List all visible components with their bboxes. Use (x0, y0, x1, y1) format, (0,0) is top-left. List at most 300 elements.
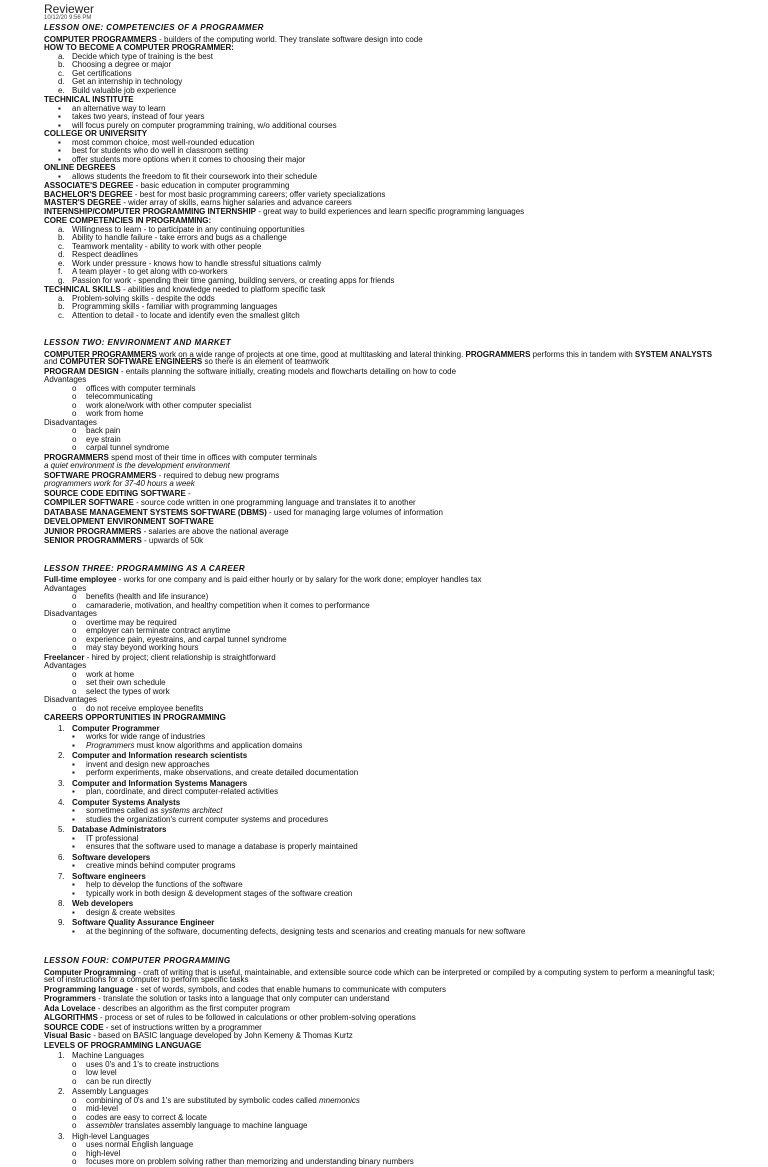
list-marker: o (72, 409, 77, 418)
list-marker: c. (58, 241, 65, 251)
list-item-text: focuses more on problem solving rather than memorizing and understanding binary numbers (86, 1157, 414, 1166)
list-item-text: creative minds behind computer programs (86, 861, 236, 870)
list-item-text: work from home (86, 409, 144, 418)
list-item (44, 705, 724, 713)
lesson-three-heading: LESSON THREE: PROGRAMMING AS A CAREER (44, 563, 246, 573)
list-item (44, 761, 724, 769)
list-item-text: A team player - to get along with co-workers (72, 267, 228, 276)
lesson-two-heading: LESSON TWO: ENVIRONMENT AND MARKET (44, 338, 232, 347)
definition-text: - hired by project; client relationship is straightforward (84, 652, 276, 662)
list-item (44, 312, 724, 320)
list-item (44, 427, 724, 435)
term: PROGRAM DESIGN (44, 366, 119, 376)
list-marker: o (72, 434, 77, 444)
list-item (44, 251, 724, 259)
term: COMPUTER PROGRAMMERS (44, 34, 157, 44)
list-item (44, 928, 724, 936)
list-item-text: Passion for work - spending their time gaming, building servers, or creating apps for friends (72, 275, 395, 285)
definition (44, 537, 724, 545)
definition (44, 986, 724, 994)
fulltime-advantages-list (44, 593, 724, 609)
term: COMPILER SOFTWARE (44, 498, 134, 507)
numbered-item-title: Software engineers (72, 871, 146, 881)
list-item-text: back pain (86, 426, 121, 435)
definition-text: and (44, 357, 60, 366)
definition (44, 1014, 724, 1022)
list-item (44, 303, 724, 311)
list-item-text: telecommunicating (86, 392, 153, 401)
list-marker: o (72, 443, 77, 452)
list-marker: o (72, 1112, 77, 1122)
list-item (44, 644, 724, 652)
list-item-text: combining of 0's and 1's are substituted by symbolic codes called (86, 1095, 319, 1105)
list-item-text: select the types of work (86, 686, 170, 696)
definition (44, 969, 724, 984)
list-marker: e. (58, 85, 65, 95)
definition-text: - great way to build experiences and learn specific programming languages (256, 206, 525, 216)
list-item (44, 742, 724, 750)
disadvantages-list (44, 427, 724, 452)
numbered-item (44, 752, 724, 760)
numbered-item-title: Machine Languages (72, 1051, 145, 1060)
definition-text: performs this in tandem with (530, 349, 635, 359)
list-marker: c. (58, 310, 65, 320)
advantages-label: Advantages (44, 661, 87, 670)
list-item-text: camaraderie, motivation, and healthy competition when it comes to performance (86, 600, 370, 610)
list-marker: o (72, 1121, 77, 1130)
numbered-item-title: Software developers (72, 852, 151, 862)
list-item-text: Get certifications (72, 68, 132, 78)
list-number: 3. (58, 1131, 65, 1141)
list-item-text: mid-level (86, 1104, 119, 1113)
numbered-item (44, 900, 724, 908)
numbered-item (44, 1052, 724, 1060)
definition-text: - describes an algorithm as the first computer program (95, 1003, 290, 1013)
list-item (44, 671, 724, 679)
list-item-emphasis: systems architect (160, 806, 223, 815)
definition-text: - best for most basic programming careers; offer variety specializations (132, 189, 386, 199)
numbered-item-title: Assembly Languages (72, 1087, 149, 1096)
numbered-item (44, 799, 724, 807)
list-item (44, 234, 724, 242)
list-item-text: an alternative way to learn (72, 103, 166, 113)
term: INTERNSHIP/COMPUTER PROGRAMMING INTERNSHIP (44, 206, 257, 216)
list-item-text: Respect deadlines (72, 250, 138, 259)
fulltime-disadvantages-list (44, 619, 724, 652)
subheading: HOW TO BECOME A COMPUTER PROGRAMMER: (44, 43, 234, 52)
list-item-text: IT professional (86, 833, 139, 843)
list-item-text: best for students who do well in classroom setting (72, 146, 249, 155)
numbered-item-title: High-level Languages (72, 1131, 150, 1141)
list-item-text: help to develop the functions of the software (86, 880, 243, 889)
list-item-text: perform experiments, make observations, and create detailed documentation (86, 768, 359, 777)
definition-text: - wider array of skills, earns higher salaries and advance careers (121, 198, 352, 207)
list-marker: ▪ (72, 740, 75, 750)
lesson-four-heading: LESSON FOUR: COMPUTER PROGRAMMING (44, 956, 231, 965)
list-item-text: will focus purely on computer programming training, w/o additional courses (72, 120, 337, 130)
list-item (44, 807, 724, 815)
list-item-text: allows students the freedom to fit their coursework into their schedule (72, 171, 318, 181)
list-marker: o (72, 1076, 77, 1086)
list-marker: o (72, 678, 77, 687)
definition (44, 368, 724, 376)
list-marker: ▪ (72, 907, 75, 917)
list-number: 5. (58, 825, 65, 834)
term: COMPUTER PROGRAMMERS (44, 349, 157, 359)
list-item-text: overtime may be required (86, 617, 177, 627)
list-marker: o (72, 1059, 77, 1069)
list-marker: ▪ (72, 888, 75, 898)
list-marker: o (72, 669, 77, 679)
subheading: ONLINE DEGREES (44, 163, 116, 172)
definition (44, 191, 724, 199)
term: Visual Basic (44, 1031, 91, 1040)
list-marker: b. (58, 60, 65, 69)
list-item (44, 402, 724, 410)
definition-text: - (185, 488, 191, 498)
list-marker: o (72, 626, 77, 635)
list-item-text: Programming skills - familiar with programming languages (72, 302, 278, 311)
definition (44, 454, 724, 462)
how-list (44, 53, 724, 95)
list-item (44, 1158, 724, 1166)
list-marker: ▪ (72, 768, 75, 777)
list-item (44, 113, 724, 121)
definition (44, 182, 724, 190)
list-item (44, 619, 724, 627)
definition (44, 499, 724, 507)
subheading: COLLEGE OR UNIVERSITY (44, 129, 148, 138)
list-item-text: Problem-solving skills - despite the odds (72, 293, 215, 303)
list-marker: o (72, 392, 77, 401)
list-item (44, 636, 724, 644)
list-item (44, 843, 724, 851)
list-item-text: may stay beyond working hours (86, 643, 199, 652)
term: DATABASE MANAGEMENT SYSTEMS SOFTWARE (DBMS) (44, 507, 267, 517)
list-item-text: Work under pressure - knows how to handle stressful situations calmly (72, 258, 322, 268)
list-marker: o (72, 1068, 77, 1077)
term: MASTER'S DEGREE (44, 198, 122, 207)
list-item (44, 260, 724, 268)
list-marker: ▪ (72, 759, 75, 769)
numbered-item (44, 780, 724, 788)
list-item (44, 862, 724, 870)
list-marker: f. (58, 267, 63, 276)
list-marker: ▪ (72, 806, 75, 815)
term: BACHELOR'S DEGREE (44, 189, 133, 199)
list-item (44, 881, 724, 889)
definition-text: - craft of writing that is useful, maintainable, and extensible source code which can be interpreted or compiled by a computing system to perform a meaningful task; set of instructions for a computer to perform specific tasks (44, 967, 715, 984)
list-marker: ▪ (72, 880, 75, 889)
list-item-text: offer students more options when it comes to choosing their major (72, 154, 306, 164)
lesson-one-heading: LESSON ONE: COMPETENCIES OF A PROGRAMMER (44, 23, 264, 32)
list-number: 9. (58, 918, 65, 927)
list-marker: o (72, 686, 77, 696)
definition (44, 576, 724, 584)
list-item-text: set their own schedule (86, 678, 166, 687)
numbered-item-title: Computer Programmer (72, 723, 160, 733)
definition (44, 490, 724, 498)
list-number: 1. (58, 1051, 65, 1060)
list-item (44, 816, 724, 824)
list-item (44, 436, 724, 444)
list-marker: o (72, 1104, 77, 1113)
list-number: 6. (58, 852, 65, 862)
advantages-label: Advantages (44, 583, 87, 593)
numbered-item-title: Web developers (72, 899, 134, 908)
subheading: TECHNICAL INSTITUTE (44, 95, 134, 104)
definition-text: - set of instructions written by a programmer (103, 1022, 262, 1032)
levels-list (44, 1052, 724, 1166)
numbered-item (44, 725, 724, 733)
term: COMPUTER SOFTWARE ENGINEERS (59, 357, 203, 366)
definition-text: spend most of their time in offices with computer terminals (108, 452, 317, 462)
list-item (44, 61, 724, 69)
list-item-text: employer can terminate contract anytime (86, 626, 231, 635)
list-item (44, 769, 724, 777)
list-item (44, 679, 724, 687)
list-marker: ▪ (72, 833, 75, 843)
list-item (44, 78, 724, 86)
term: Computer Programming (44, 967, 137, 977)
list-number: 2. (58, 751, 65, 760)
careers-list (44, 725, 724, 936)
list-item (44, 122, 724, 130)
list-item-text: uses normal English language (86, 1140, 194, 1149)
list-marker: ▪ (72, 842, 75, 851)
definition (44, 1032, 724, 1040)
list-marker: a. (58, 293, 65, 303)
document-title: Reviewer (44, 2, 95, 16)
list-item-text: Choosing a degree or major (72, 60, 172, 69)
definition (44, 286, 724, 294)
list-item (44, 1105, 724, 1113)
list-item-text: low level (86, 1068, 117, 1077)
list-item-text: high-level (86, 1148, 121, 1158)
list-item (44, 444, 724, 452)
list-marker: a. (58, 224, 65, 234)
list-item (44, 593, 724, 601)
term: PROGRAMMERS (465, 349, 531, 359)
list-item-text: must know algorithms and application domains (134, 740, 303, 750)
term: SOURCE CODE (44, 1022, 104, 1032)
term: Programmers (44, 994, 97, 1003)
list-item (44, 53, 724, 61)
definition (44, 208, 724, 216)
list-item (44, 173, 724, 181)
term: Programming language (44, 984, 134, 994)
list-marker: a. (58, 51, 65, 61)
term: SENIOR PROGRAMMERS (44, 536, 142, 545)
subheading: CORE COMPETENCIES IN PROGRAMMING: (44, 216, 212, 225)
definition (44, 1024, 724, 1032)
definition (44, 36, 724, 44)
list-item (44, 87, 724, 95)
list-marker: c. (58, 68, 65, 78)
numbered-item-title: Computer and Information research scientists (72, 751, 248, 760)
list-item-text: work at home (86, 669, 135, 679)
list-item-text: do not receive employee benefits (86, 703, 204, 713)
definition (44, 528, 724, 536)
list-marker: ▪ (58, 146, 61, 155)
list-marker: b. (58, 233, 65, 242)
list-marker: o (72, 600, 77, 610)
list-item-text: sometimes called as (86, 806, 161, 815)
list-number: 8. (58, 899, 65, 908)
list-marker: g. (58, 275, 65, 285)
list-item (44, 385, 724, 393)
list-number: 1. (58, 723, 65, 733)
disadvantages-label: Disadvantages (44, 417, 97, 427)
list-item-text: uses 0's and 1's to create instructions (86, 1059, 219, 1069)
advantages-label: Advantages (44, 375, 87, 384)
list-item-text: Get an internship in technology (72, 77, 183, 86)
list-item-text: works for wide range of industries (86, 732, 206, 741)
list-item-text: takes two years, instead of four years (72, 112, 205, 121)
list-item (44, 156, 724, 164)
term: Full-time employee (44, 575, 117, 584)
list-item (44, 602, 724, 610)
list-marker: ▪ (72, 861, 75, 870)
list-item (44, 688, 724, 696)
definition-text: - required to debug new programs (156, 470, 280, 480)
list-item (44, 909, 724, 917)
list-marker: o (72, 634, 77, 644)
list-item-text: invent and design new approaches (86, 759, 210, 769)
list-item (44, 105, 724, 113)
list-item (44, 1097, 724, 1105)
list-item-emphasis: assembler (86, 1121, 123, 1130)
list-item-text: codes are easy to correct & locate (86, 1112, 207, 1122)
list-marker: o (72, 1095, 77, 1105)
technical-institute-list (44, 105, 724, 130)
document-timestamp: 10/12/20 9:56 PM (44, 15, 92, 21)
list-number: 7. (58, 871, 65, 881)
college-list (44, 139, 724, 164)
technical-skills-list (44, 295, 724, 320)
definition (44, 995, 724, 1003)
list-item-text: Decide which type of training is the best (72, 51, 213, 61)
note-text: a quiet environment is the development environment (44, 461, 230, 470)
list-item (44, 890, 724, 898)
term: ASSOCIATE'S DEGREE (44, 181, 134, 190)
term: SOFTWARE PROGRAMMERS (44, 470, 157, 480)
term: Freelancer (44, 652, 85, 662)
list-marker: ▪ (58, 103, 61, 113)
definition-text: - process or set of rules to be followed in calculations or other problem-solving operations (97, 1013, 416, 1022)
list-item (44, 393, 724, 401)
definition (44, 1005, 724, 1013)
definition (44, 199, 724, 207)
list-item-text: Attention to detail - to locate and identify even the smallest glitch (72, 310, 300, 320)
list-marker: ▪ (58, 171, 61, 181)
numbered-item-title: Software Quality Assurance Engineer (72, 918, 215, 927)
list-marker: o (72, 1157, 77, 1166)
list-marker: o (72, 703, 77, 713)
list-item (44, 268, 724, 276)
online-degree-list (44, 173, 724, 181)
definition-text: - set of words, symbols, and codes that enable humans to communicate with computers (133, 984, 446, 994)
list-marker: ▪ (72, 732, 75, 741)
term: Ada Lovelace (44, 1003, 96, 1013)
definition (44, 654, 724, 662)
list-marker: ▪ (72, 787, 75, 796)
list-marker: o (72, 1148, 77, 1158)
definition (44, 509, 724, 517)
list-marker: o (72, 617, 77, 627)
list-item-emphasis: mnemonics (318, 1095, 360, 1105)
list-item (44, 147, 724, 155)
list-item (44, 139, 724, 147)
term: SYSTEM ANALYSTS (634, 349, 713, 359)
list-item (44, 1122, 724, 1130)
definition (44, 472, 724, 480)
list-item-text: Build valuable job experience (72, 85, 177, 95)
list-item (44, 277, 724, 285)
note-text: programmers work for 37-40 hours a week (44, 479, 195, 488)
note (44, 462, 724, 470)
definition-text: - basic education in computer programming (133, 181, 290, 190)
list-marker: ▪ (72, 814, 75, 824)
list-item-text: work alone/work with other computer specialist (86, 400, 252, 410)
list-item (44, 835, 724, 843)
list-marker: d. (58, 77, 65, 86)
numbered-item (44, 1088, 724, 1096)
definition-text: - upwards of 50k (141, 536, 204, 545)
disadvantages-label: Disadvantages (44, 695, 97, 704)
numbered-item-title: Computer and Information Systems Managers (72, 778, 248, 788)
freelancer-disadvantages-list (44, 705, 724, 713)
list-item-text: design & create websites (86, 907, 175, 917)
numbered-item-title: Computer Systems Analysts (72, 797, 181, 807)
list-item (44, 733, 724, 741)
list-marker: ▪ (72, 926, 75, 936)
list-marker: ▪ (58, 112, 61, 121)
list-item-text: can be run directly (86, 1076, 152, 1086)
list-item-text: most common choice, most well-rounded education (72, 137, 255, 147)
definition-text: - translate the solution or tasks into a language that only computer can understand (96, 994, 390, 1003)
list-item (44, 627, 724, 635)
definition-text: - builders of the computing world. They translate software design into code (156, 34, 423, 44)
list-number: 2. (58, 1087, 65, 1096)
list-marker: o (72, 426, 77, 435)
term: SOURCE CODE EDITING SOFTWARE (44, 488, 186, 498)
list-item (44, 295, 724, 303)
list-item-text: eye strain (86, 434, 121, 444)
list-item-text: experience pain, eyestrains, and carpal tunnel syndrome (86, 634, 287, 644)
definition-text: so there is an element of teamwork (202, 357, 329, 366)
list-item-text: plan, coordinate, and direct computer-related activities (86, 787, 279, 796)
list-item (44, 1141, 724, 1149)
definition-text: - used for managing large volumes of information (266, 507, 443, 517)
list-item-text: offices with computer terminals (86, 383, 196, 393)
numbered-item (44, 854, 724, 862)
list-marker: o (72, 400, 77, 410)
definition-text: work on a wide range of projects at one time, good at multitasking and lateral thinking. (156, 349, 464, 359)
subheading: LEVELS OF PROGRAMMING LANGUAGE (44, 1040, 202, 1050)
freelancer-advantages-list (44, 671, 724, 696)
list-item-text: Teamwork mentality - ability to work with other people (72, 241, 262, 251)
subheading: DEVELOPMENT ENVIRONMENT SOFTWARE (44, 517, 214, 526)
list-item-text: carpal tunnel syndrome (86, 443, 170, 452)
list-number: 4. (58, 797, 65, 807)
disadvantages-label: Disadvantages (44, 609, 97, 618)
numbered-item (44, 826, 724, 834)
advantages-list (44, 385, 724, 418)
list-marker: o (72, 1140, 77, 1149)
definition-text: - based on BASIC language developed by John Kemeny & Thomas Kurtz (91, 1031, 353, 1040)
definition-text: - salaries are above the national average (141, 526, 289, 536)
